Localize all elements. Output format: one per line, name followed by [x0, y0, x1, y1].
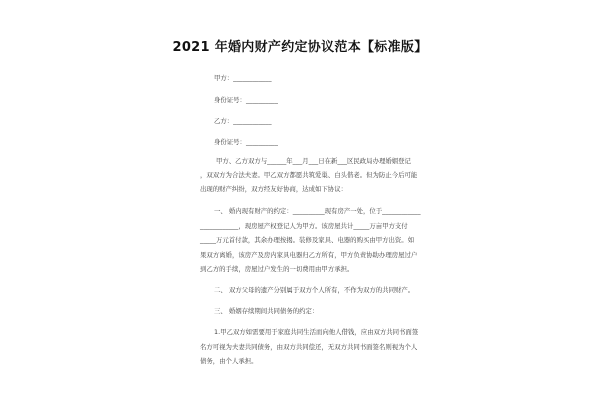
intro-line-1: 甲方、乙方双方与______年___月___日在新___区民政局办理婚姻登记 — [216, 157, 411, 165]
section-1-line-2: ____________，现房屋产权登记人为甲方。该房屋共计_____万亩甲方支付 — [200, 222, 408, 230]
document-title: 2021 年婚内财产约定协议范本【标准版】 — [172, 40, 428, 55]
section-3-item-1-line-2: 名方可视为夫妻共同债务，由双方共同偿还，无双方共同书面签名则视为个人 — [200, 343, 418, 351]
section-3-item-1-line-3: 债务，由个人承担。 — [200, 357, 258, 365]
section-1-line-1: 一、 婚内现有财产的约定：__________现有房产一处，位于____________ — [214, 207, 421, 215]
section-2-line: 二、 双方父母的遗产分别属于双方个人所有，不作为双方的共同财产。 — [214, 286, 415, 294]
id-a-line: 身份证号：__________ — [214, 96, 278, 104]
section-3-heading: 三、 婚姻存续期间共同债务的约定： — [214, 307, 319, 315]
party-a-line: 甲方：____________ — [214, 74, 272, 82]
intro-line-3: 出现的财产纠纷，双方经友好协商，达成如下协议： — [200, 185, 347, 193]
section-1-line-5: 到乙方的手续，房屋过户发生的一切费用由甲方承担。 — [200, 265, 354, 273]
section-1-line-4: 果双方离婚，该房产及房内家具电器归乙方所有，甲方负责协助办理房屋过户 — [200, 251, 418, 259]
party-b-line: 乙方：____________ — [214, 117, 272, 125]
id-b-line: 身份证号：__________ — [214, 138, 278, 146]
section-1-line-3: _____万元首付款，其余办理按揭。装修及家具、电器的购买由甲方出资。如 — [200, 236, 415, 244]
intro-line-2: ，双双方为合法夫妻。甲乙双方都愿共筑爱巢、白头偕老。但为防止今后可能 — [200, 171, 418, 179]
section-3-item-1-line-1: 1.甲乙双方如需要用于家庭共同生活而向他人借钱，应由双方共同书面签 — [214, 328, 419, 336]
